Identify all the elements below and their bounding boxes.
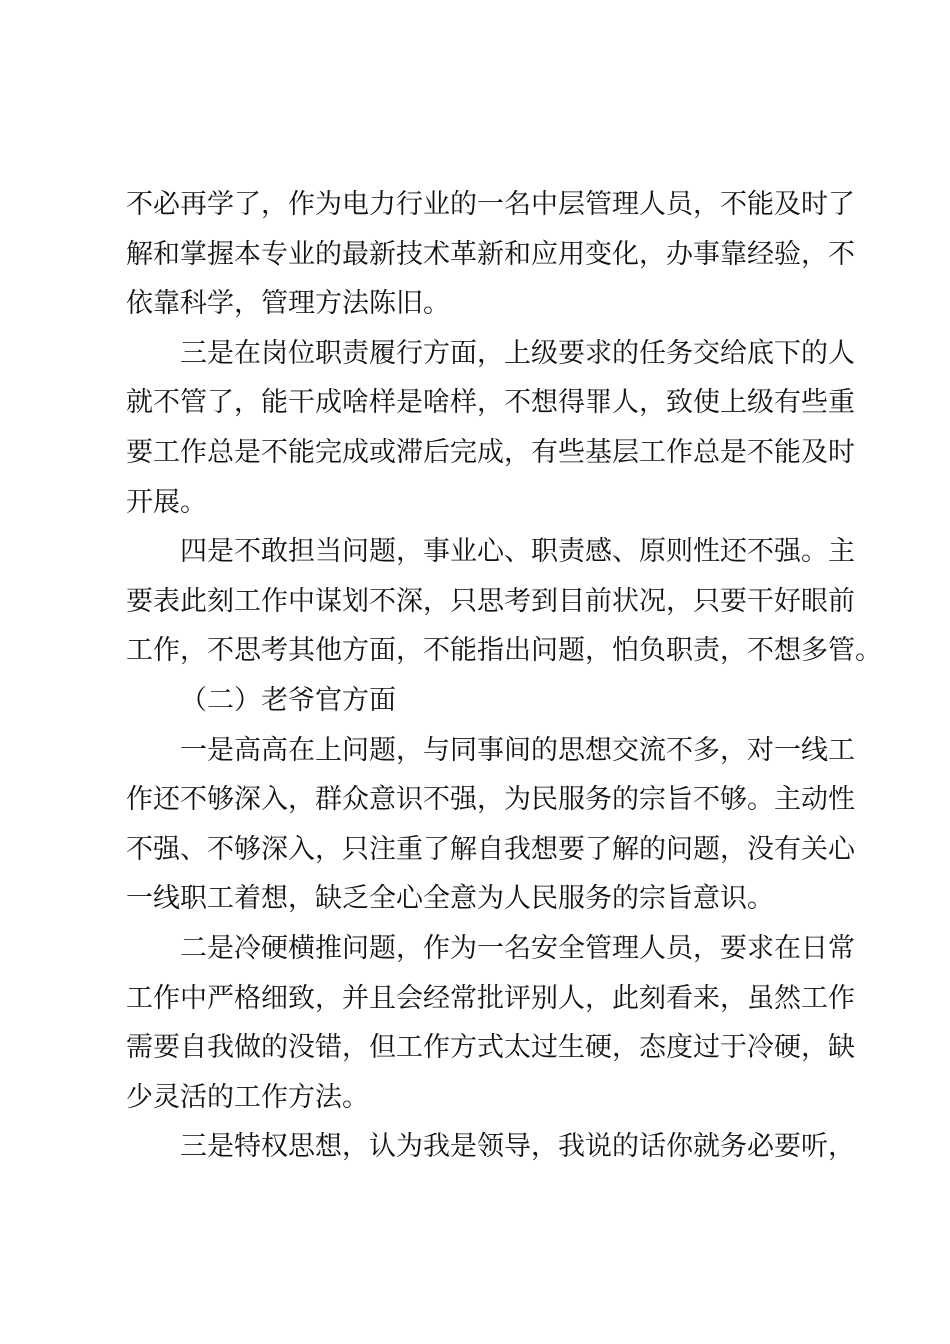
- paragraph-start-line: 三是特权思想，认为我是领导，我说的话你就务必要听，: [180, 1131, 855, 1163]
- text-line: 不强、不够深入，只注重了解自我想要了解的问题，没有关心: [126, 833, 855, 865]
- section-heading: （二）老爷官方面: [180, 684, 396, 716]
- text-line: 工作中严格细致，并且会经常批评别人，此刻看来，虽然工作: [126, 982, 855, 1014]
- text-line: 要工作总是不能完成或滞后完成，有些基层工作总是不能及时: [126, 436, 855, 468]
- text-line: 作还不够深入，群众意识不强，为民服务的宗旨不够。主动性: [126, 784, 855, 816]
- text-line: 要表此刻工作中谋划不深，只思考到目前状况，只要干好眼前: [126, 585, 855, 617]
- text-line: 工作，不思考其他方面，不能指出问题，怕负职责，不想多管。: [126, 635, 882, 667]
- text-line: 依靠科学，管理方法陈旧。: [126, 288, 450, 320]
- text-line: 开展。: [126, 486, 207, 518]
- text-line: 少灵活的工作方法。: [126, 1081, 369, 1113]
- text-line: 就不管了，能干成啥样是啥样，不想得罪人，致使上级有些重: [126, 387, 855, 419]
- text-line: 需要自我做的没错，但工作方式太过生硬，态度过于冷硬，缺: [126, 1032, 855, 1064]
- document-body: [126, 180, 882, 1172]
- paragraph-start-line: 四是不敢担当问题，事业心、职责感、原则性还不强。主: [180, 536, 855, 568]
- paragraph-start-line: 一是高高在上问题，与同事间的思想交流不多，对一线工: [180, 734, 855, 766]
- paragraph-start-line: 二是冷硬横推问题，作为一名安全管理人员，要求在日常: [180, 932, 855, 964]
- text-line: 一线职工着想，缺乏全心全意为人民服务的宗旨意识。: [126, 883, 774, 915]
- text-line: 解和掌握本专业的最新技术革新和应用变化，办事靠经验，不: [126, 238, 855, 270]
- text-line: 不必再学了，作为电力行业的一名中层管理人员，不能及时了: [126, 189, 855, 220]
- paragraph-start-line: 三是在岗位职责履行方面，上级要求的任务交给底下的人: [180, 337, 855, 369]
